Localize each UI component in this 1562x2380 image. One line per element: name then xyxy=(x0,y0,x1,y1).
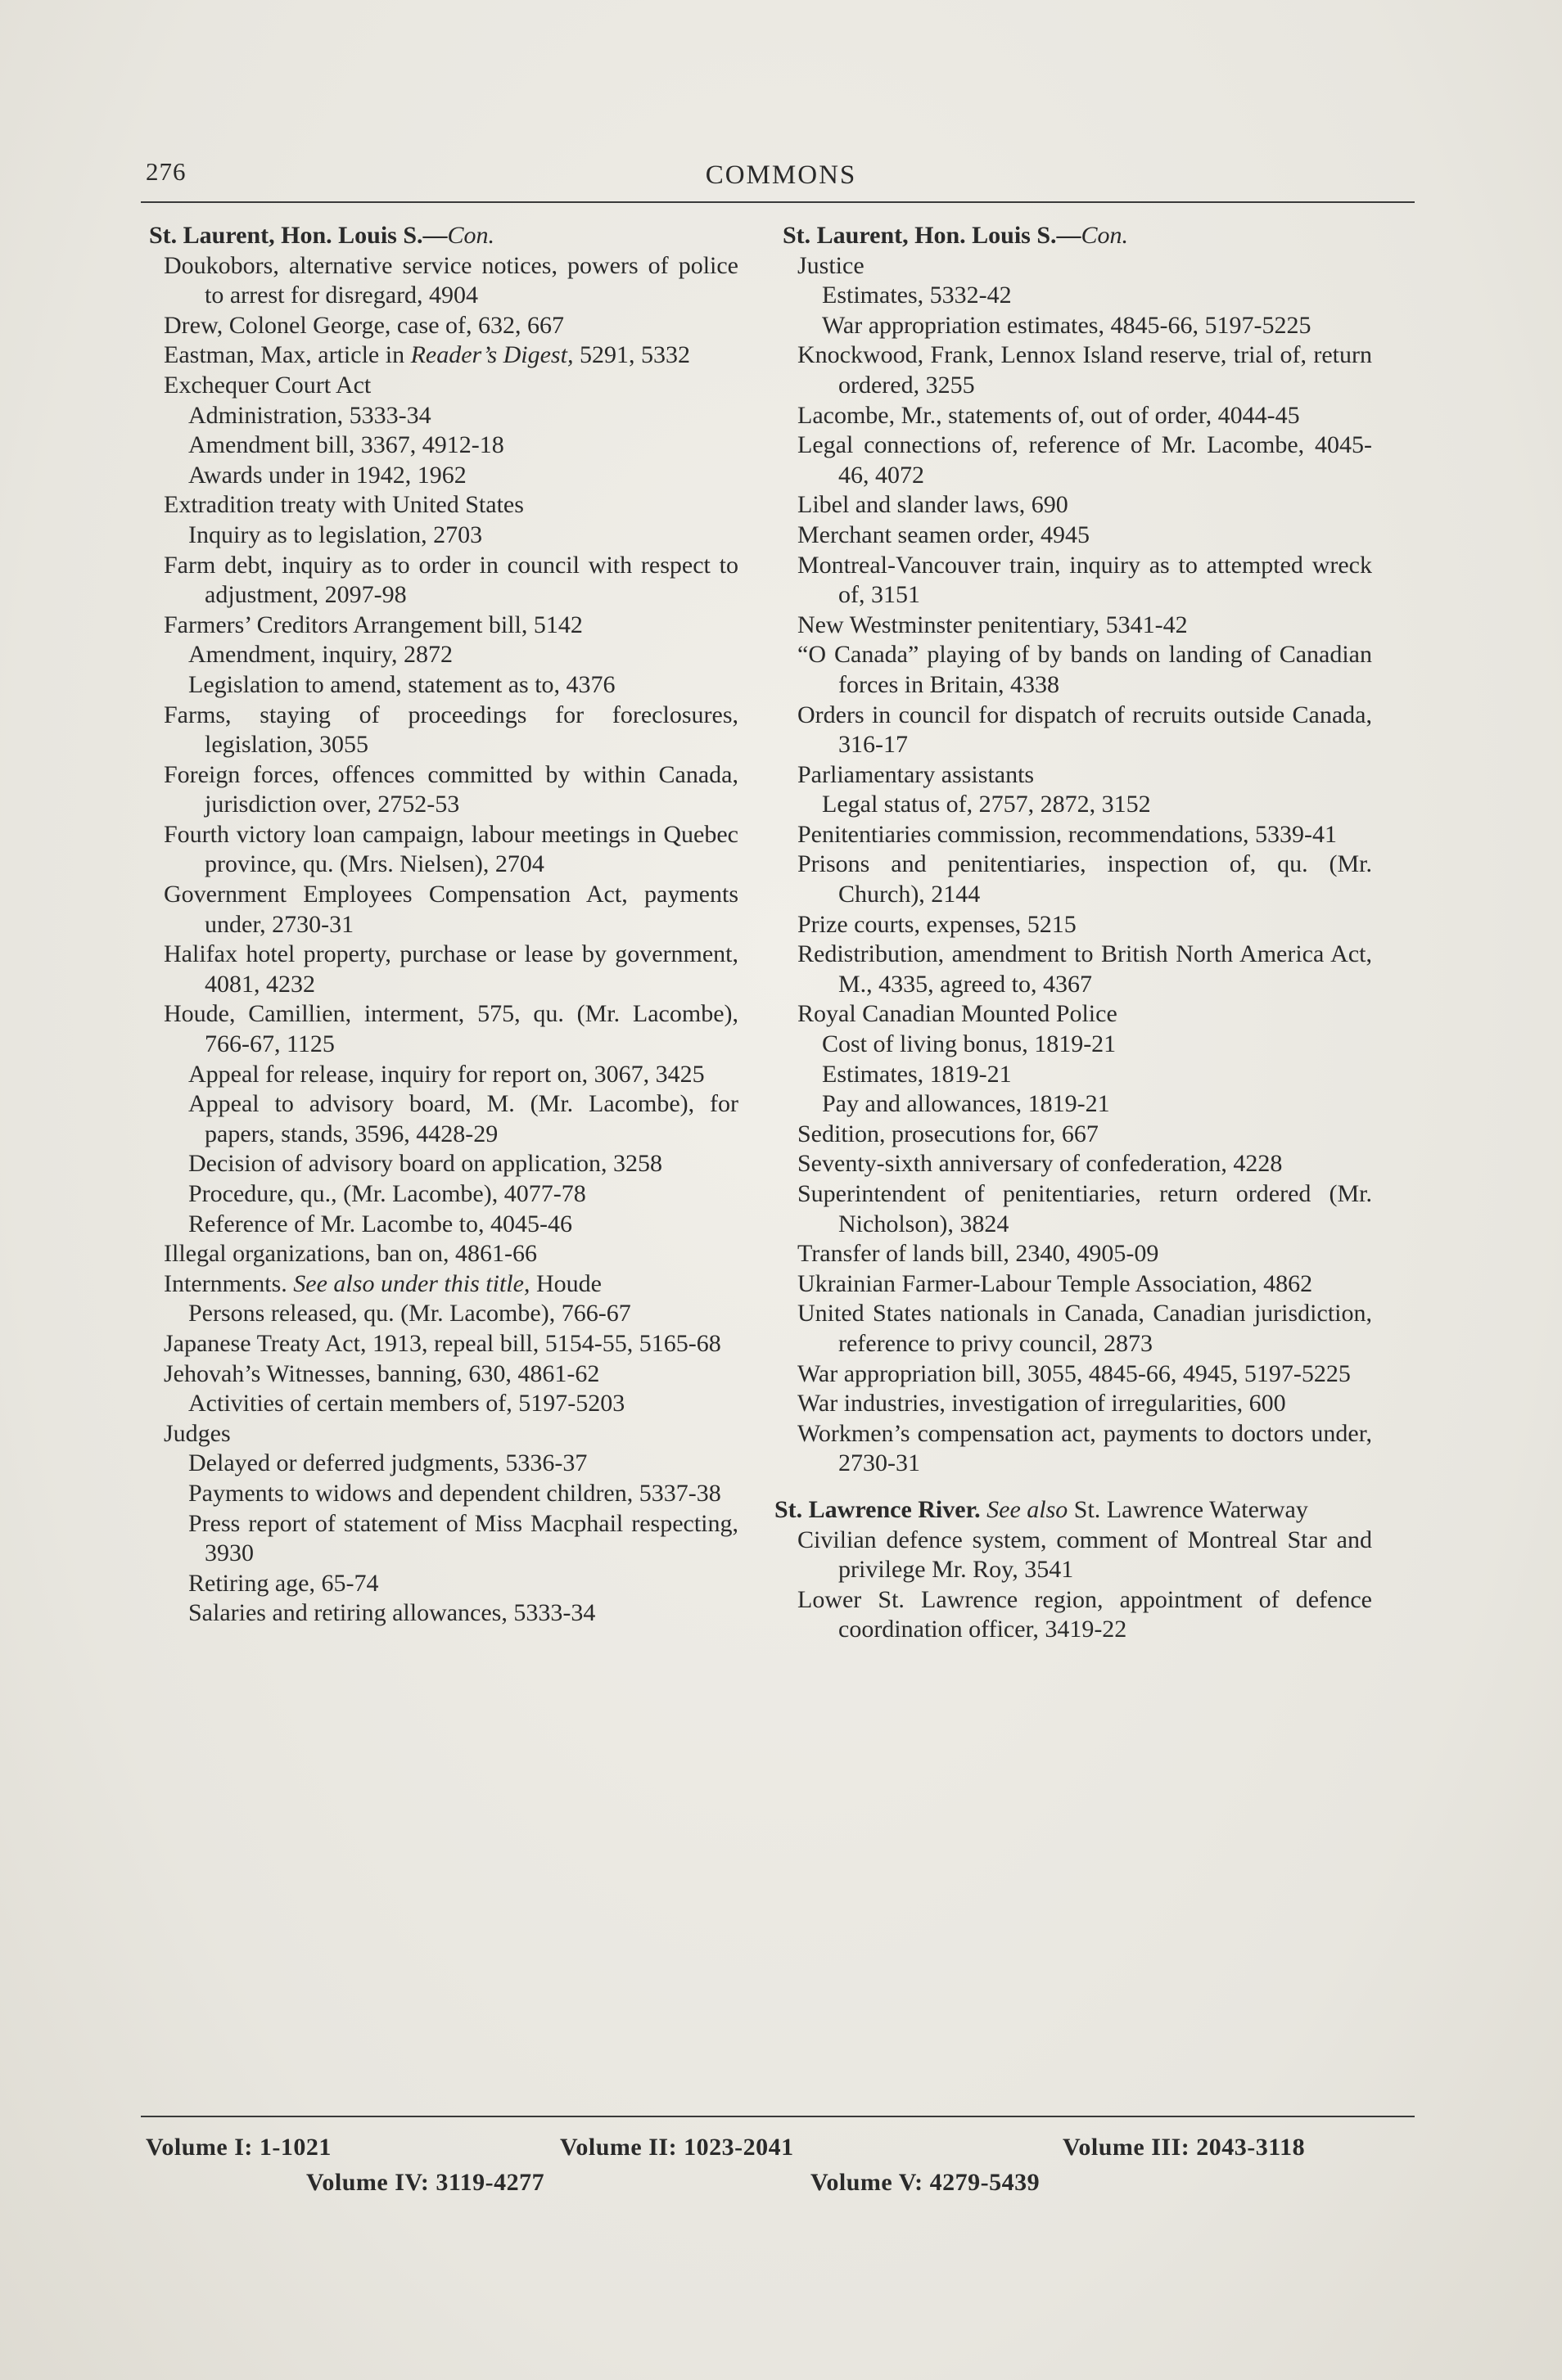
entry-italic: Con. xyxy=(1081,222,1129,249)
volume-3-range: Volume III: 2043-3118 xyxy=(1063,2134,1306,2161)
entry-text: Knockwood, Frank, Lennox Island reserve, trial of, return ordered, 3255 xyxy=(797,341,1372,399)
entry-text: Cost of living bonus, 1819-21 xyxy=(822,1030,1117,1058)
entry-text: Estimates, 1819-21 xyxy=(822,1060,1012,1088)
index-entry xyxy=(141,340,738,371)
index-entry xyxy=(774,551,1372,611)
entry-text: Eastman, Max, article in xyxy=(164,341,411,369)
volume-5-range: Volume V: 4279-5439 xyxy=(810,2169,1041,2196)
header-rule xyxy=(141,201,1415,203)
entry-text: Appeal for release, inquiry for report on, 3067, 3425 xyxy=(188,1060,705,1088)
entry-italic: See also xyxy=(986,1495,1068,1523)
index-subentry xyxy=(141,521,738,551)
index-subentry xyxy=(774,1089,1372,1120)
entry-text: Legal connections of, reference of Mr. Lacombe, 4045-46, 4072 xyxy=(797,431,1372,489)
index-entry xyxy=(774,251,1372,282)
entry-text: Justice xyxy=(797,251,865,279)
volume-4-range: Volume IV: 3119-4277 xyxy=(306,2169,545,2196)
index-entry xyxy=(774,640,1372,700)
entry-text: Civilian defence system, comment of Montreal Star and privilege Mr. Roy, 3541 xyxy=(797,1526,1372,1584)
entry-text: Royal Canadian Mounted Police xyxy=(797,1000,1117,1028)
entry-text: Jehovah’s Witnesses, banning, 630, 4861-62 xyxy=(164,1359,600,1387)
entry-text: Lower St. Lawrence region, appointment of defence coordination officer, 3419-22 xyxy=(797,1585,1372,1643)
entry-text: Fourth victory loan campaign, labour meetings in Quebec province, qu. (Mrs. Nielsen), 2704 xyxy=(164,820,738,878)
entry-text: Halifax hotel property, purchase or lease by government, 4081, 4232 xyxy=(164,940,738,998)
index-subentry xyxy=(774,311,1372,341)
entry-text: Houde, Camillien, interment, 575, qu. (Mr. Lacombe), 766-67, 1125 xyxy=(164,1000,738,1058)
index-subentry xyxy=(141,1479,738,1509)
entry-text: Superintendent of penitentiaries, return ordered (Mr. Nicholson), 3824 xyxy=(797,1180,1372,1237)
index-entry xyxy=(774,1149,1372,1179)
entry-text: Merchant seamen order, 4945 xyxy=(797,521,1090,548)
index-entry xyxy=(774,1359,1372,1390)
entry-text: Reference of Mr. Lacombe to, 4045-46 xyxy=(188,1210,572,1237)
index-subentry xyxy=(141,1149,738,1179)
entry-text: Estimates, 5332-42 xyxy=(822,282,1012,309)
entry-text: Penitentiaries commission, recommendations, 5339-41 xyxy=(797,820,1338,848)
index-subentry xyxy=(141,1569,738,1599)
index-subentry xyxy=(141,461,738,491)
entry-text: Farm debt, inquiry as to order in council with respect to adjustment, 2097-98 xyxy=(164,551,738,609)
entry-text: Salaries and retiring allowances, 5333-34 xyxy=(188,1599,596,1627)
entry-text: Extradition treaty with United States xyxy=(164,491,524,519)
entry-text: Illegal organizations, ban on, 4861-66 xyxy=(164,1240,538,1268)
entry-text: Payments to widows and dependent children, 5337-38 xyxy=(188,1479,721,1507)
entry-text: Amendment bill, 3367, 4912-18 xyxy=(188,431,504,459)
entry-text: Ukrainian Farmer-Labour Temple Association, 4862 xyxy=(797,1269,1313,1297)
index-entry xyxy=(774,1389,1372,1419)
entry-text: Parliamentary assistants xyxy=(797,760,1035,788)
entry-text: Decision of advisory board on application, 3258 xyxy=(188,1150,663,1178)
entry-text: Internments. xyxy=(164,1269,294,1297)
entry-text: Montreal-Vancouver train, inquiry as to attempted wreck of, 3151 xyxy=(797,551,1372,609)
index-entry xyxy=(141,611,738,641)
entry-text: Retiring age, 65-74 xyxy=(188,1569,379,1597)
index-entry xyxy=(774,521,1372,551)
index-subentry xyxy=(141,1179,738,1210)
entry-text-cont: 5291, 5332 xyxy=(573,341,690,369)
index-entry xyxy=(774,1120,1372,1150)
volume-2-range: Volume II: 1023-2041 xyxy=(560,2134,794,2161)
index-entry xyxy=(141,940,738,999)
entry-text: Transfer of lands bill, 2340, 4905-09 xyxy=(797,1240,1159,1268)
index-entry xyxy=(141,371,738,401)
entry-text: Judges xyxy=(164,1419,231,1447)
continued-heading: St. Laurent, Hon. Louis S.—Con. xyxy=(783,222,1129,249)
index-entry xyxy=(141,1329,738,1359)
entry-italic: Con. xyxy=(447,222,495,249)
entry-text: Japanese Treaty Act, 1913, repeal bill, 5154-55, 5165-68 xyxy=(164,1329,721,1357)
section-gap xyxy=(774,1479,1372,1495)
entry-text: Government Employees Compensation Act, payments under, 2730-31 xyxy=(164,881,738,938)
index-entry xyxy=(774,430,1372,490)
entry-text: Sedition, prosecutions for, 667 xyxy=(797,1120,1099,1147)
page-title: COMMONS xyxy=(705,160,857,190)
entry-text: United States nationals in Canada, Canadian jurisdiction, reference to privy council, 2873 xyxy=(797,1300,1372,1357)
index-subentry xyxy=(774,790,1372,820)
entry-text: New Westminster penitentiary, 5341-42 xyxy=(797,611,1188,638)
index-entry xyxy=(774,1526,1372,1585)
index-subentry xyxy=(141,430,738,461)
index-subentry xyxy=(774,1060,1372,1090)
index-entry xyxy=(774,1269,1372,1300)
index-entry xyxy=(774,760,1372,791)
entry-text: Prize courts, expenses, 5215 xyxy=(797,910,1077,938)
entry-text: Prisons and penitentiaries, inspection of, qu. (Mr. Church), 2144 xyxy=(797,850,1372,908)
index-subentry xyxy=(141,401,738,431)
index-subentry xyxy=(141,1509,738,1569)
entry-text: Farms, staying of proceedings for foreclosures, legislation, 3055 xyxy=(164,701,738,759)
page-number: 276 xyxy=(146,157,187,186)
index-entry xyxy=(774,850,1372,909)
entry-text: Amendment, inquiry, 2872 xyxy=(188,641,454,669)
entry-text: War appropriation estimates, 4845-66, 5197-5225 xyxy=(822,311,1311,339)
index-subentry xyxy=(141,1389,738,1419)
index-entry xyxy=(141,999,738,1059)
index-entry xyxy=(774,999,1372,1030)
entry-text: Appeal to advisory board, M. (Mr. Lacombe), for papers, stands, 3596, 4428-29 xyxy=(188,1090,738,1147)
entry-italic: Reader’s Digest, xyxy=(410,341,574,369)
entry-text: Inquiry as to legislation, 2703 xyxy=(188,521,483,548)
index-entry xyxy=(141,701,738,760)
index-subentry xyxy=(141,1210,738,1240)
entry-text: Legislation to amend, statement as to, 4376 xyxy=(188,670,616,698)
entry-text: War industries, investigation of irregularities, 600 xyxy=(797,1390,1286,1418)
entry-text: Persons released, qu. (Mr. Lacombe), 766-67 xyxy=(188,1300,631,1327)
entry-text: Drew, Colonel George, case of, 632, 667 xyxy=(164,311,565,339)
index-subentry xyxy=(141,670,738,701)
right-column xyxy=(774,221,1372,1645)
index-entry xyxy=(774,1239,1372,1269)
index-entry xyxy=(141,1239,738,1269)
index-subentry xyxy=(774,281,1372,311)
entry-text: St. Lawrence River. xyxy=(774,1495,981,1523)
entry-text: St. Laurent, Hon. Louis S. xyxy=(783,222,1057,249)
entry-text: Exchequer Court Act xyxy=(164,371,372,399)
index-entry xyxy=(141,1419,738,1449)
index-entry xyxy=(774,1179,1372,1239)
index-entry xyxy=(774,1585,1372,1645)
index-entry xyxy=(774,1299,1372,1359)
entry-text: Awards under in 1942, 1962 xyxy=(188,461,467,489)
index-subentry xyxy=(141,1060,738,1090)
index-subentry xyxy=(141,1089,738,1149)
index-entry xyxy=(141,551,738,611)
entry-text: “O Canada” playing of by bands on landing of Canadian forces in Britain, 4338 xyxy=(797,641,1372,698)
index-subentry xyxy=(774,1030,1372,1060)
entry-text-cont: St. Lawrence Waterway xyxy=(1068,1495,1308,1523)
entry-text: Lacombe, Mr., statements of, out of order, 4044-45 xyxy=(797,401,1300,429)
index-subentry xyxy=(141,1449,738,1479)
index-entry xyxy=(774,940,1372,999)
index-entry xyxy=(141,820,738,880)
entry-text: Libel and slander laws, 690 xyxy=(797,491,1068,519)
entry-text: Delayed or deferred judgments, 5336-37 xyxy=(188,1449,588,1477)
entry-text: Farmers’ Creditors Arrangement bill, 5142 xyxy=(164,611,583,638)
index-heading xyxy=(774,1495,1372,1526)
index-entry xyxy=(774,401,1372,431)
entry-text: Procedure, qu., (Mr. Lacombe), 4077-78 xyxy=(188,1180,586,1207)
entry-text: Workmen’s compensation act, payments to doctors under, 2730-31 xyxy=(797,1419,1372,1477)
entry-text: Orders in council for dispatch of recruits outside Canada, 316-17 xyxy=(797,701,1372,759)
index-entry xyxy=(774,611,1372,641)
entry-text: Foreign forces, offences committed by within Canada, jurisdiction over, 2752-53 xyxy=(164,760,738,818)
entry-text: Redistribution, amendment to British North America Act, M., 4335, agreed to, 4367 xyxy=(797,940,1372,998)
index-entry xyxy=(141,490,738,521)
entry-text: Seventy-sixth anniversary of confederation, 4228 xyxy=(797,1150,1283,1178)
index-entry xyxy=(774,910,1372,940)
entry-text: St. Laurent, Hon. Louis S. xyxy=(149,222,423,249)
entry-text: Activities of certain members of, 5197-5203 xyxy=(188,1390,625,1418)
index-entry xyxy=(774,1419,1372,1479)
entry-text: Press report of statement of Miss Macphail respecting, 3930 xyxy=(188,1509,738,1567)
index-subentry xyxy=(141,1299,738,1329)
index-subentry xyxy=(141,1598,738,1629)
left-column xyxy=(141,221,738,1629)
continued-heading: St. Laurent, Hon. Louis S.—Con. xyxy=(149,222,495,249)
footer-rule xyxy=(141,2116,1415,2117)
index-entry xyxy=(774,701,1372,760)
entry-text: Doukobors, alternative service notices, powers of police to arrest for disregard, 4904 xyxy=(164,251,738,309)
index-entry xyxy=(141,880,738,940)
entry-text: Pay and allowances, 1819-21 xyxy=(822,1090,1110,1118)
index-entry xyxy=(774,340,1372,400)
index-entry xyxy=(141,1359,738,1390)
index-entry xyxy=(141,251,738,311)
entry-text-cont: Houde xyxy=(530,1269,602,1297)
volume-1-range: Volume I: 1-1021 xyxy=(146,2134,332,2161)
index-subentry xyxy=(141,640,738,670)
index-entry xyxy=(141,760,738,820)
index-entry xyxy=(141,311,738,341)
index-entry xyxy=(774,490,1372,521)
entry-italic: See also under this title, xyxy=(293,1269,530,1297)
entry-text: War appropriation bill, 3055, 4845-66, 4945, 5197-5225 xyxy=(797,1359,1351,1387)
entry-text: Administration, 5333-34 xyxy=(188,401,431,429)
entry-text: Legal status of, 2757, 2872, 3152 xyxy=(822,791,1151,818)
index-entry xyxy=(141,1269,738,1300)
index-entry xyxy=(774,820,1372,850)
